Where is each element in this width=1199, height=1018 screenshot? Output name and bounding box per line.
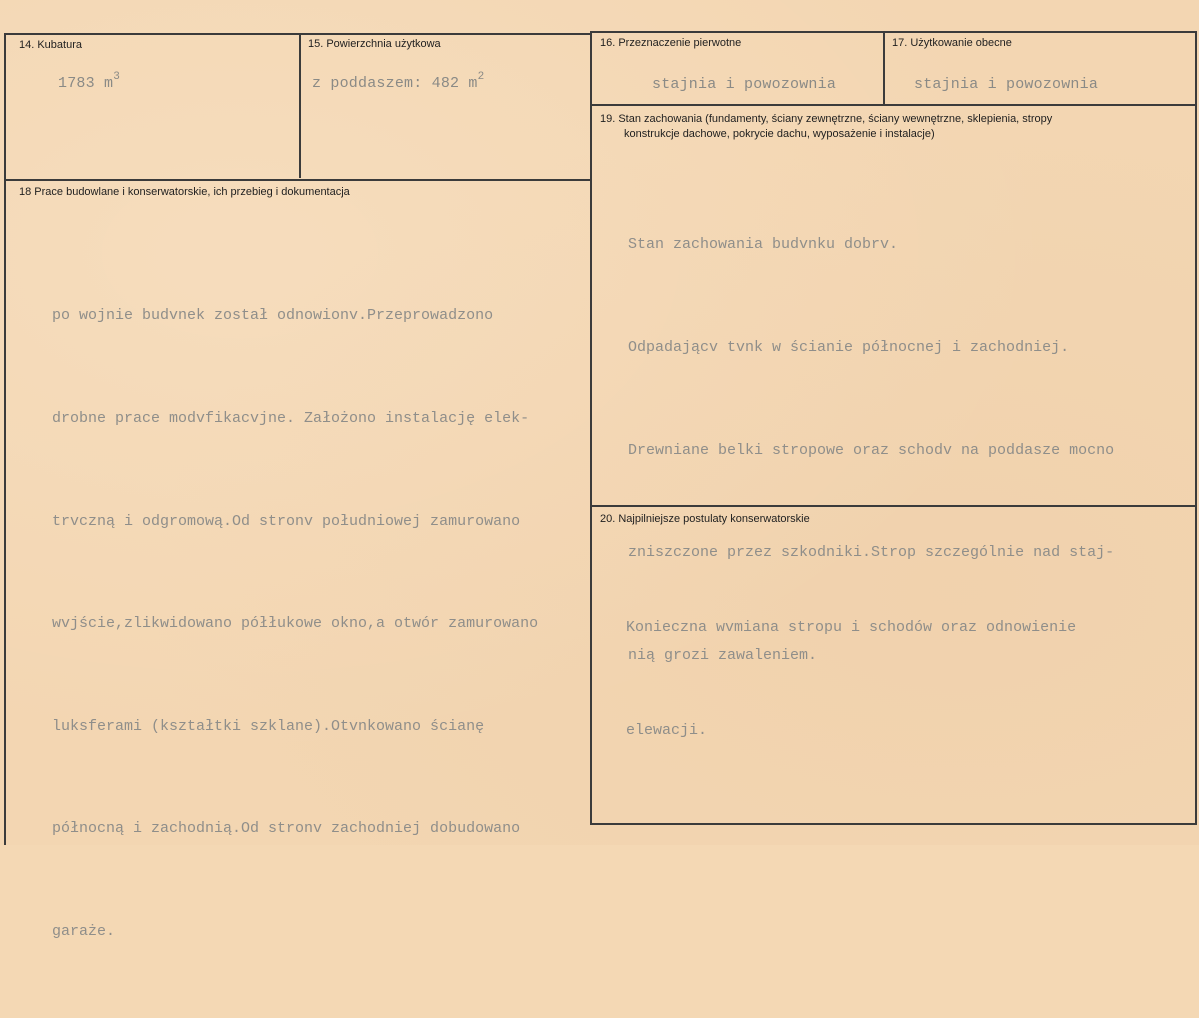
field-19-label-line2: konstrukcje dachowe, pokrycie dachu, wyposażenie i instalacje)	[624, 128, 935, 140]
field-16-value: stajnia i powozownia	[652, 76, 837, 93]
divider-16-17	[883, 31, 885, 105]
field-19-line: Odpadającv tvnk w ścianie północnej i zachodniej.	[628, 339, 1070, 357]
top-border-left	[4, 33, 590, 35]
left-border	[4, 33, 6, 845]
field-19-line: nią grozi zawaleniem.	[628, 646, 818, 664]
field-20-line: elewacji.	[626, 722, 708, 740]
field-18-line: drobne prace modvfikacvjne. Założono instalację elek-	[52, 410, 530, 428]
field-19-line: zniszczone przez szkodniki.Strop szczególnie nad staj-	[628, 544, 1115, 562]
field-17-value: stajnia i powozownia	[914, 76, 1099, 93]
field-18-line: luksferami (kształtki szklane).Otvnkowano ścianę	[52, 717, 485, 735]
field-16-label: 16. Przeznaczenie pierwotne	[600, 37, 742, 49]
field-20-label: 20. Najpilniejsze postulaty konserwatorskie	[600, 513, 810, 525]
center-divider	[590, 31, 592, 825]
field-18-text	[52, 231, 538, 1018]
divider-14-15	[299, 33, 301, 178]
field-18-line: północną i zachodnią.Od stronv zachodniej dobudowano	[52, 820, 521, 838]
field-15-label: 15. Powierzchnia użytkowa	[308, 38, 441, 50]
field-15-value-text: z poddaszem: 482 m	[312, 75, 478, 92]
field-19-line: Stan zachowania budvnku dobrv.	[628, 236, 899, 254]
field-15-value-sup: 2	[477, 71, 485, 83]
row-divider-19	[592, 104, 1196, 106]
field-18-line: garaże.	[52, 923, 116, 941]
field-14-value	[58, 73, 120, 92]
field-14-value-text: 1783 m	[58, 75, 114, 92]
right-border	[1195, 31, 1197, 825]
field-18-line: trvczną i odgromową.Od stronv południowej zamurowano	[52, 512, 521, 530]
field-15-value	[312, 73, 484, 92]
field-18-line: po wojnie budvnek został odnowionv.Przeprowadzono	[52, 307, 494, 325]
field-18-label: 18 Prace budowlane i konserwatorskie, ich przebieg i dokumentacja	[19, 186, 350, 198]
field-18-line: wvjście,zlikwidowano półłukowe okno,a otwór zamurowano	[52, 615, 539, 633]
field-17-label: 17. Użytkowanie obecne	[892, 37, 1012, 49]
row-divider-18	[4, 179, 590, 181]
top-border-right	[592, 31, 1196, 33]
field-20-text	[626, 543, 1076, 817]
bottom-border-right	[592, 823, 1196, 825]
field-19-label-line1: 19. Stan zachowania (fundamenty, ściany zewnętrzne, ściany wewnętrzne, sklepienia, stropy	[600, 113, 1053, 125]
field-14-label: 14. Kubatura	[19, 39, 82, 51]
field-20-line: Konieczna wvmiana stropu i schodów oraz odnowienie	[626, 619, 1077, 637]
field-14-value-sup: 3	[113, 71, 121, 83]
field-19-line: Drewniane belki stropowe oraz schodv na poddasze mocno	[628, 441, 1115, 459]
